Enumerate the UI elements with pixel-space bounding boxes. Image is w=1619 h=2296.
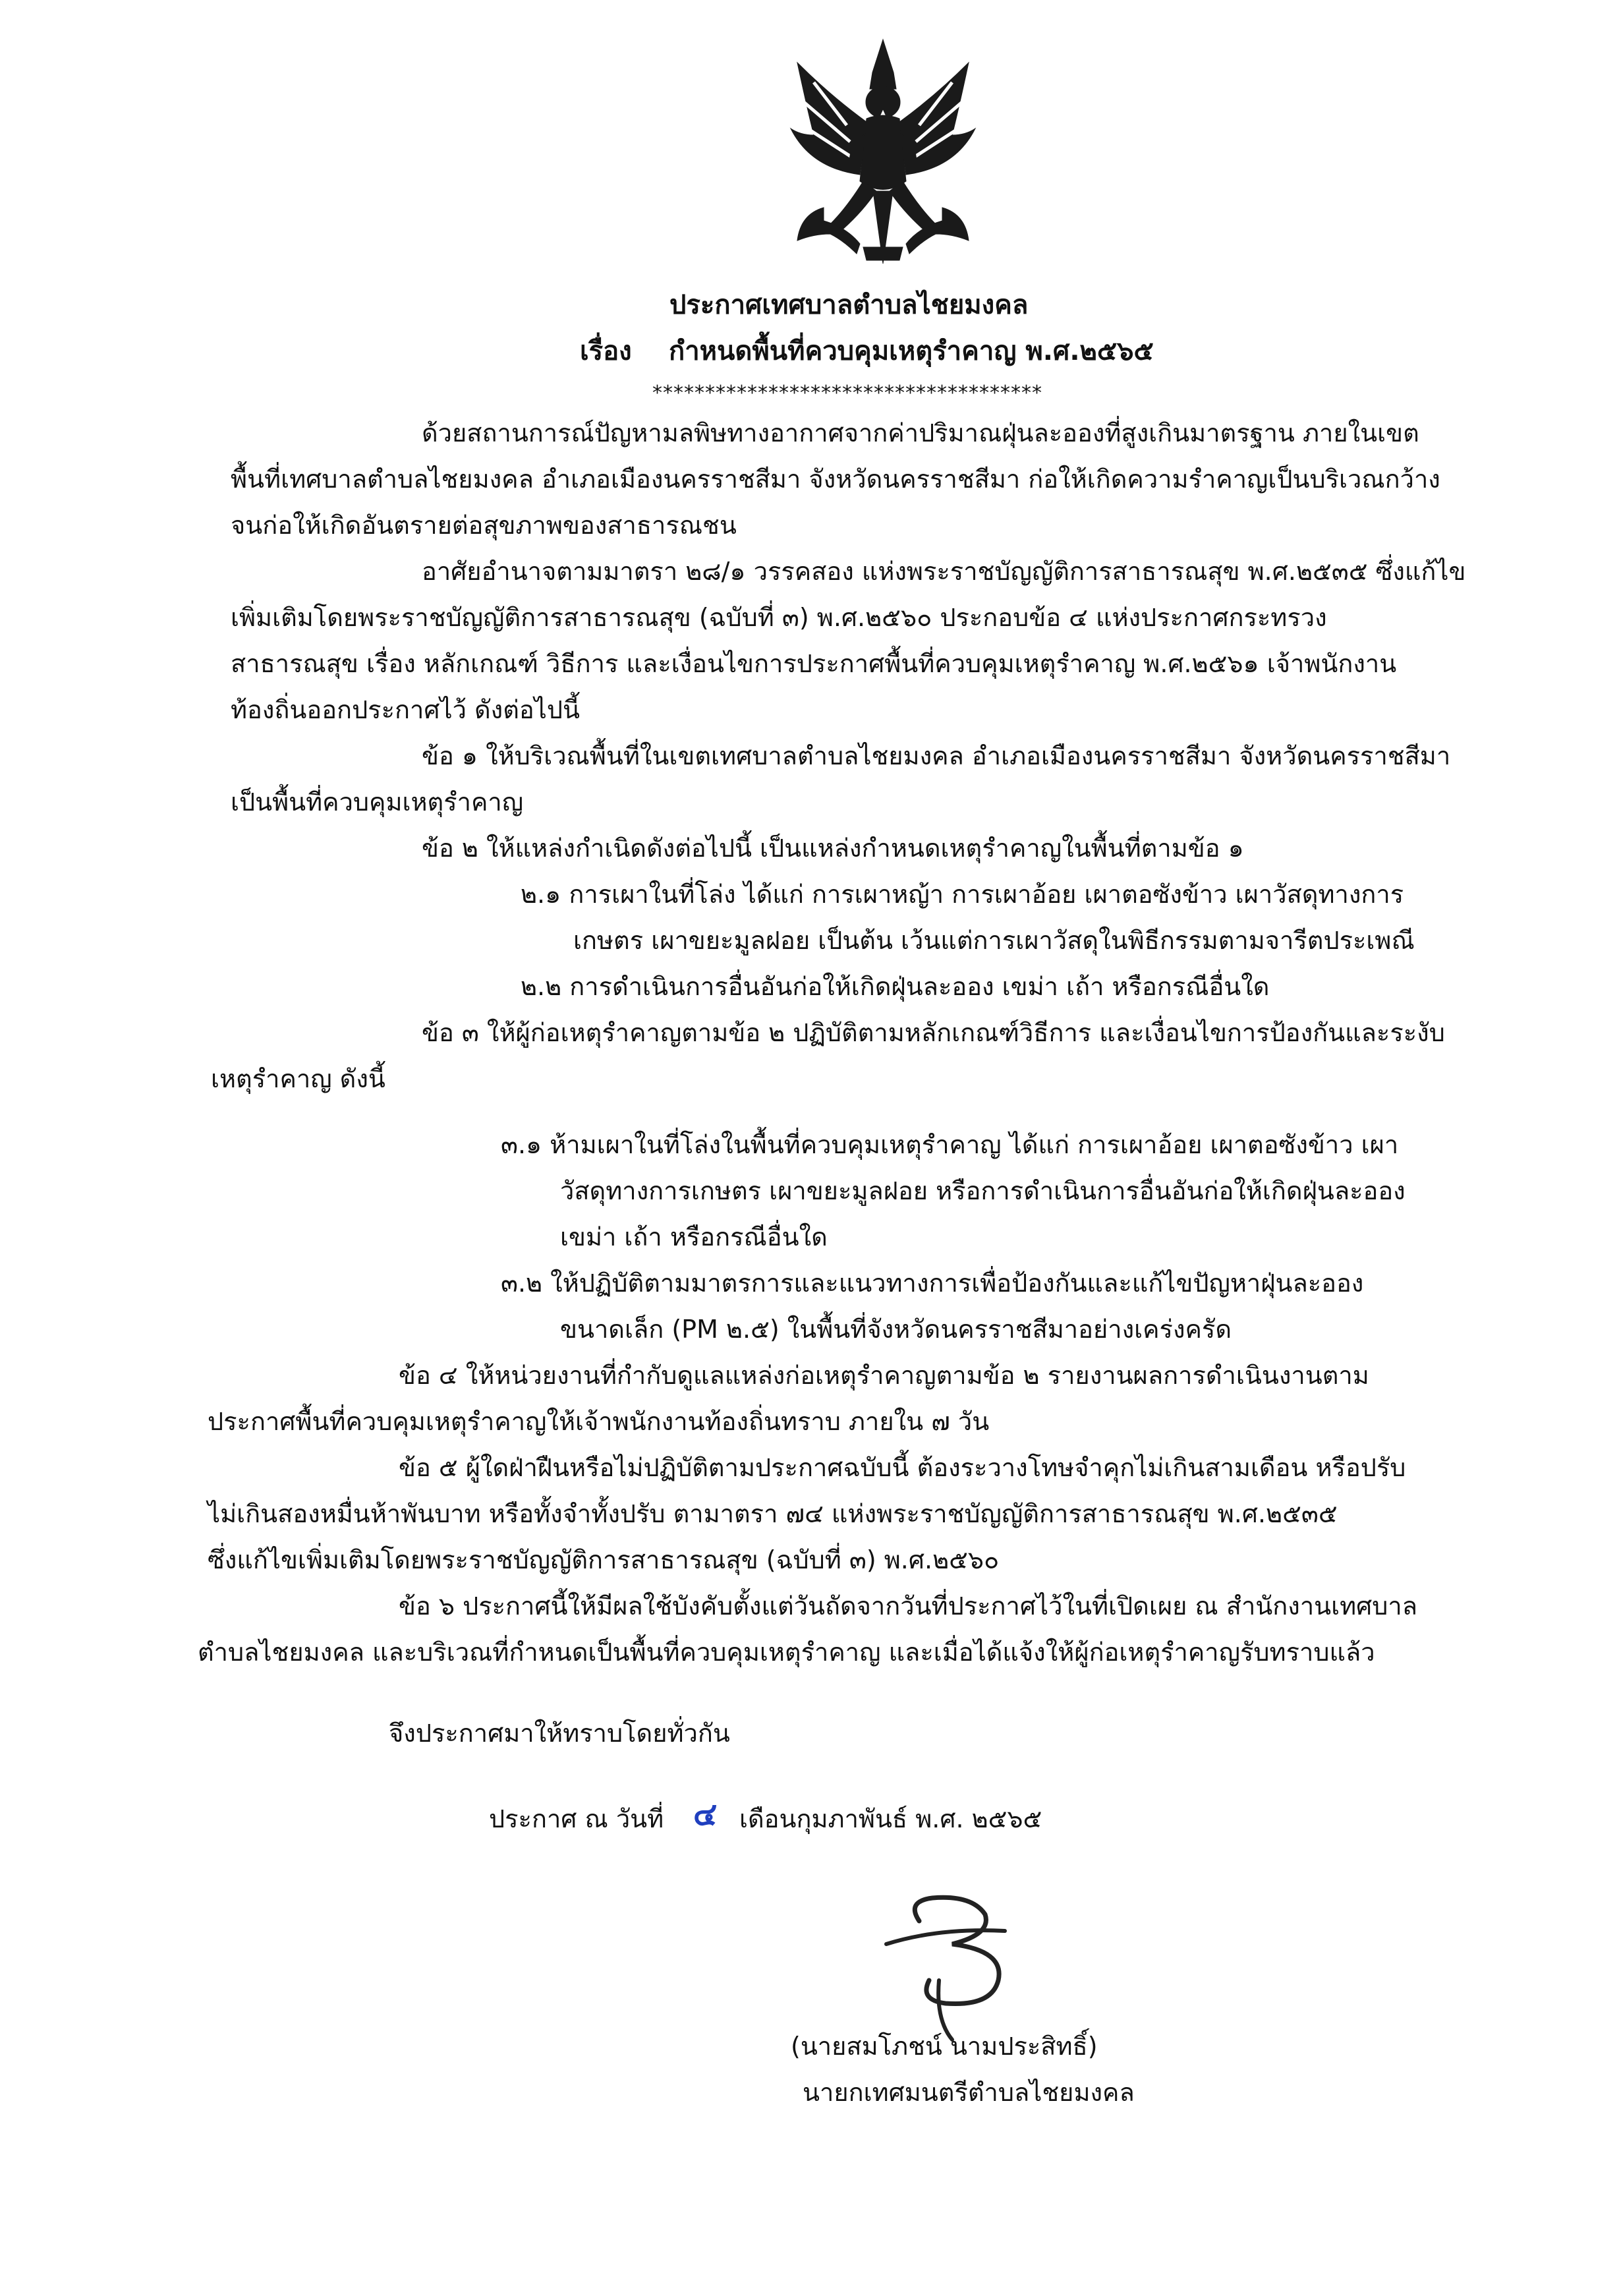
clause-3-2-line-2: ขนาดเล็ก (PM ๒.๕) ในพื้นที่จังหวัดนครราชสีมาอย่างเคร่งครัด [560,1315,1232,1344]
clause-5-line-3: ซึ่งแก้ไขเพิ่มเติมโดยพระราชบัญญัติการสาธารณสุข (ฉบับที่ ๓) พ.ศ.๒๕๖๐ [208,1545,1000,1574]
clause-2-line-1: ข้อ ๒ ให้แหล่งกำเนิดดังต่อไปนี้ เป็นแหล่งกำหนดเหตุรำคาญในพื้นที่ตามข้อ ๑ [422,834,1244,863]
body-line-06: สาธารณสุข เรื่อง หลักเกณฑ์ วิธีการ และเงื่อนไขการประกาศพื้นที่ควบคุมเหตุรำคาญ พ.ศ.๒๕๖๑ เจ้าพนักงาน [231,649,1397,678]
signatory-position: นายกเทศมนตรีตำบลไชยมงคล [803,2078,1135,2107]
clause-2-2-line-1: ๒.๒ การดำเนินการอื่นอันก่อให้เกิดฝุ่นละออง เขม่า เถ้า หรือกรณีอื่นใด [521,972,1270,1001]
clause-1-line-2: เป็นพื้นที่ควบคุมเหตุรำคาญ [231,788,524,817]
clause-3-line-1: ข้อ ๓ ให้ผู้ก่อเหตุรำคาญตามข้อ ๒ ปฏิบัติตามหลักเกณฑ์วิธีการ และเงื่อนไขการป้องกันและระงับ [422,1018,1445,1047]
page-title: ประกาศเทศบาลตำบลไชยมงคล [669,290,1029,320]
body-line-07: ท้องถิ่นออกประกาศไว้ ดังต่อไปนี้ [231,695,580,724]
date-day: ๔ [693,1796,718,1833]
clause-1-line-1: ข้อ ๑ ให้บริเวณพื้นที่ในเขตเทศบาลตำบลไชยมงคล อำเภอเมืองนครราชสีมา จังหวัดนครราชสีมา [422,741,1451,770]
date-prefix: ประกาศ ณ วันที่ [489,1804,664,1833]
clause-4-line-1: ข้อ ๔ ให้หน่วยงานที่กำกับดูแลแหล่งก่อเหตุรำคาญตามข้อ ๒ รายงานผลการดำเนินงานตาม [399,1361,1369,1390]
clause-6-line-1: ข้อ ๖ ประกาศนี้ให้มีผลใช้บังคับตั้งแต่วันถัดจากวันที่ประกาศไว้ในที่เปิดเผย ณ สำนักงานเทศบาล [399,1592,1418,1621]
subject-text: กำหนดพื้นที่ควบคุมเหตุรำคาญ พ.ศ.๒๕๖๕ [669,336,1154,366]
clause-6-line-2: ตำบลไชยมงคล และบริเวณที่กำหนดเป็นพื้นที่ควบคุมเหตุรำคาญ และเมื่อได้แจ้งให้ผู้ก่อเหตุรำคาญรับทราบแล้ว [198,1638,1375,1667]
header-separator: ************************************* [652,382,1042,405]
clause-2-1-line-2: เกษตร เผาขยะมูลฝอย เป็นต้น เว้นแต่การเผาวัสดุในพิธีกรรมตามจารีตประเพณี [573,926,1415,955]
body-line-05: เพิ่มเติมโดยพระราชบัญญัติการสาธารณสุข (ฉบับที่ ๓) พ.ศ.๒๕๖๐ ประกอบข้อ ๔ แห่งประกาศกระทรวง [231,603,1327,632]
body-line-04: อาศัยอำนาจตามมาตรา ๒๘/๑ วรรคสอง แห่งพระราชบัญญัติการสาธารณสุข พ.ศ.๒๕๓๕ ซึ่งแก้ไข [422,557,1466,586]
clause-3-1-line-2: วัสดุทางการเกษตร เผาขยะมูลฝอย หรือการดำเนินการอื่นอันก่อให้เกิดฝุ่นละออง [560,1176,1406,1205]
body-line-02: พื้นที่เทศบาลตำบลไชยมงคล อำเภอเมืองนครราชสีมา จังหวัดนครราชสีมา ก่อให้เกิดความรำคาญเป็นบริเวณกว้าง [231,465,1440,494]
body-line-01: ด้วยสถานการณ์ปัญหามลพิษทางอากาศจากค่าปริมาณฝุ่นละอองที่สูงเกินมาตรฐาน ภายในเขต [422,418,1419,447]
closing-statement: จึงประกาศมาให้ทราบโดยทั่วกัน [389,1719,730,1748]
signatory-name: (นายสมโภชน์ นามประสิทธิ์) [791,2032,1098,2061]
body-line-03: จนก่อให้เกิดอันตรายต่อสุขภาพของสาธารณชน [231,511,737,540]
subject-label: เรื่อง [580,336,632,366]
clause-3-2-line-1: ๓.๒ ให้ปฏิบัติตามมาตรการและแนวทางการเพื่อป้องกันและแก้ไขปัญหาฝุ่นละออง [501,1269,1364,1298]
clause-2-1-line-1: ๒.๑ การเผาในที่โล่ง ได้แก่ การเผาหญ้า การเผาอ้อย เผาตอซังข้าว เผาวัสดุทางการ [521,880,1404,909]
clause-5-line-2: ไม่เกินสองหมื่นห้าพันบาท หรือทั้งจำทั้งปรับ ตามาตรา ๗๔ แห่งพระราชบัญญัติการสาธารณสุข พ.ศ.๒๕๓๕ [208,1499,1338,1528]
clause-3-1-line-3: เขม่า เถ้า หรือกรณีอื่นใด [560,1222,828,1251]
clause-3-line-2: เหตุรำคาญ ดังนี้ [211,1064,385,1093]
date-suffix: เดือนกุมภาพันธ์ พ.ศ. ๒๕๖๕ [739,1804,1042,1833]
clause-4-line-2: ประกาศพื้นที่ควบคุมเหตุรำคาญให้เจ้าพนักงานท้องถิ่นทราบ ภายใน ๗ วัน [208,1407,990,1436]
clause-5-line-1: ข้อ ๕ ผู้ใดฝ่าฝืนหรือไม่ปฏิบัติตามประกาศฉบับนี้ ต้องระวางโทษจำคุกไม่เกินสามเดือน หรือปรับ [399,1453,1406,1482]
handwritten-signature-icon [787,1881,1064,2053]
garuda-emblem-icon [784,36,982,270]
clause-3-1-line-1: ๓.๑ ห้ามเผาในที่โล่งในพื้นที่ควบคุมเหตุรำคาญ ได้แก่ การเผาอ้อย เผาตอซังข้าว เผา [501,1130,1399,1159]
